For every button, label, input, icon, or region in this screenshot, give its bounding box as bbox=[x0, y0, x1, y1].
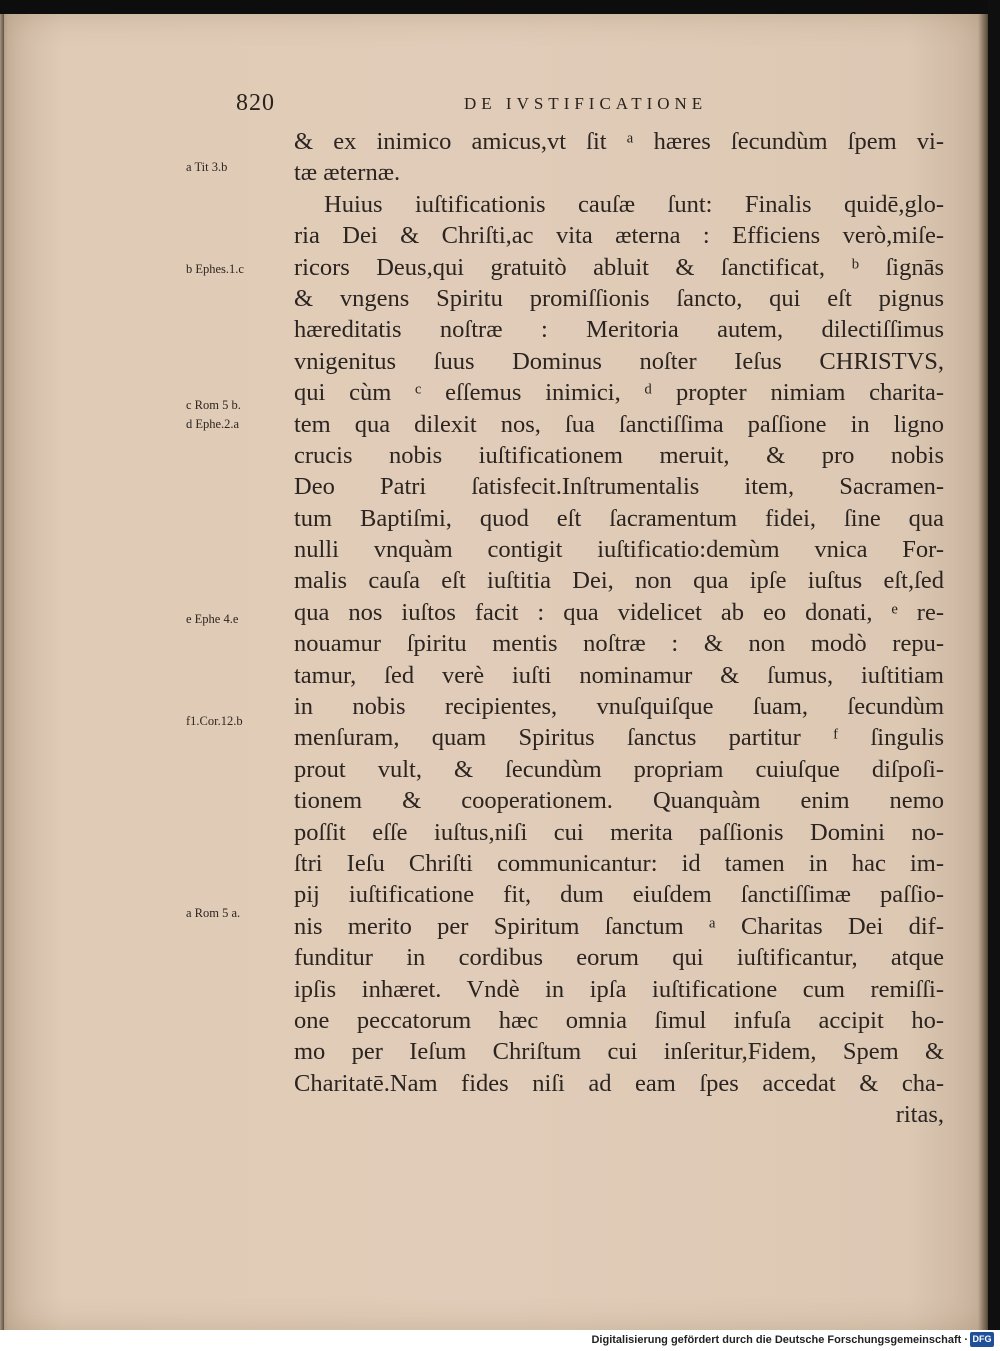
margin-note: c Rom 5 b. bbox=[186, 398, 241, 412]
text-line: nis merito per Spiritum ſanctum ᵃ Charitas Dei dif- bbox=[294, 912, 944, 940]
margin-note: d Ephe.2.a bbox=[186, 417, 240, 431]
text-line: & vngens Spiritu promiſſionis ſancto, qui eſt pignus bbox=[294, 284, 944, 312]
footer-bar bbox=[0, 1330, 1000, 1351]
text-line: ria Dei & Chriſti,ac vita æterna : Efficiens verò,miſe- bbox=[294, 222, 944, 250]
text-line: ricors Deus,qui gratuitò abluit & ſanctificat, ᵇ ſignās bbox=[294, 253, 944, 281]
text-line: poſſit eſſe iuſtus,niſi cui merita paſſionis Domini no- bbox=[294, 818, 944, 846]
text-line: hæreditatis noſtræ : Meritoria autem, dilectiſſimus bbox=[294, 316, 944, 344]
text-line: tionem & cooperationem. Quanquàm enim nemo bbox=[294, 787, 944, 815]
dfg-logo-icon: DFG bbox=[970, 1332, 994, 1347]
text-line: funditur in cordibus eorum qui iuſtificantur, atque bbox=[294, 944, 944, 972]
margin-note: a Rom 5 a. bbox=[186, 906, 241, 920]
text-line: in nobis recipientes, vnuſquiſque ſuam, ſecundùm bbox=[294, 693, 944, 721]
page-left-edge bbox=[0, 14, 8, 1330]
text-line: ſtri Ieſu Chriſti communicantur: id tamen in hac im- bbox=[294, 849, 944, 877]
text-line: nouamur ſpiritu mentis noſtræ : & non modò repu- bbox=[294, 630, 944, 658]
text-line: Charitatē.Nam fides niſi ad eam ſpes accedat & cha- bbox=[294, 1069, 944, 1097]
text-line: mo per Ieſum Chriſtum cui inſeritur,Fidem, Spem & bbox=[294, 1038, 944, 1066]
text-line: nulli vnquàm contigit iuſtificatio:demùm vnica For- bbox=[294, 536, 944, 564]
footer-credit: Digitalisierung gefördert durch die Deutsche Forschungsgemeinschaft · bbox=[591, 1334, 968, 1346]
text-line: malis cauſa eſt iuſtitia Dei, non qua ipſe iuſtus eſt,ſed bbox=[294, 567, 944, 595]
text-line: tæ æternæ. bbox=[294, 159, 401, 187]
text-line: menſuram, quam Spiritus ſanctus partitur ᶠ ſingulis bbox=[294, 724, 944, 752]
text-line: pij iuſtificatione fit, dum eiuſdem ſanctiſſimæ paſſio- bbox=[294, 881, 944, 909]
text-line: one peccatorum hæc omnia ſimul infuſa accipit ho- bbox=[294, 1006, 944, 1034]
text-line: & ex inimico amicus,vt ſit ᵃ hæres ſecundùm ſpem vi- bbox=[294, 128, 944, 155]
body-text bbox=[294, 126, 944, 1131]
scan-top-border bbox=[0, 0, 1000, 14]
margin-note: e Ephe 4.e bbox=[186, 612, 239, 626]
margin-note: a Tit 3.b bbox=[186, 160, 228, 174]
margin-note: f1.Cor.12.b bbox=[186, 714, 243, 728]
text-line: tem qua dilexit nos, ſua ſanctiſſima paſſione in ligno bbox=[294, 410, 944, 438]
text-line: tamur, ſed verè iuſti nominamur & ſumus, iuſtitiam bbox=[294, 661, 944, 689]
text-line: vnigenitus ſuus Dominus noſter Ieſus CHRISTVS, bbox=[294, 347, 944, 375]
catchword: ritas, bbox=[895, 1101, 944, 1129]
text-line: prout vult, & ſecundùm propriam cuiuſque diſpoſi- bbox=[294, 755, 944, 783]
page-header bbox=[236, 90, 956, 122]
scan-right-border bbox=[988, 0, 1000, 1351]
text-line: qua nos iuſtos facit : qua videlicet ab eo donati, ᵉ re- bbox=[294, 598, 944, 626]
text-line: tum Baptiſmi, quod eſt ſacramentum fidei, ſine qua bbox=[294, 504, 944, 532]
text-line: Deo Patri ſatisfecit.Inſtrumentalis item, Sacramen- bbox=[294, 473, 944, 501]
running-head: DE IVSTIFICATIONE bbox=[464, 94, 708, 113]
text-line: Huius iuſtificationis cauſæ ſunt: Finalis quidē,glo- bbox=[324, 190, 944, 218]
text-line: qui cùm ᶜ eſſemus inimici, ᵈ propter nimiam charita- bbox=[294, 379, 944, 407]
page-number: 820 bbox=[236, 90, 275, 116]
text-line: crucis nobis iuſtificationem meruit, & pro nobis bbox=[294, 441, 944, 469]
margin-note: b Ephes.1.c bbox=[186, 262, 244, 276]
text-line: ipſis inhæret. Vndè in ipſa iuſtificatione cum remiſſi- bbox=[294, 975, 944, 1003]
